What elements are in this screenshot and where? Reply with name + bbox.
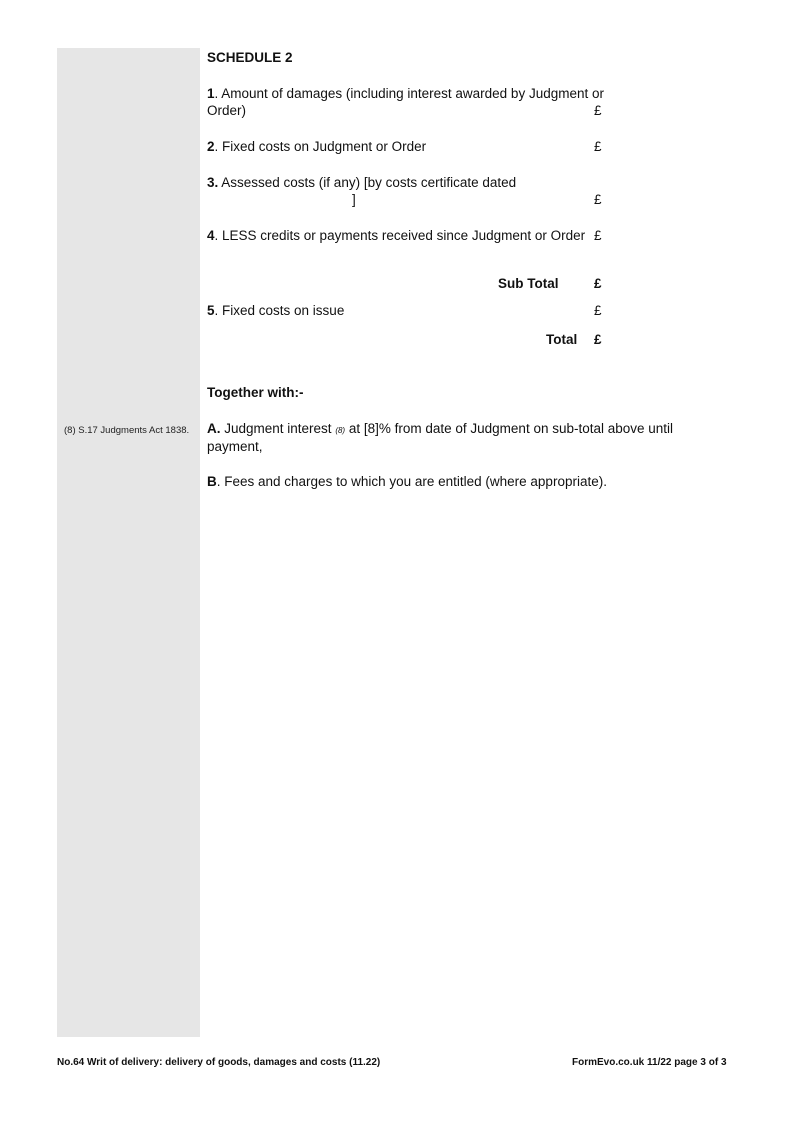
item-4-text: . LESS credits or payments received since Judgment or Order	[214, 228, 586, 243]
item-5	[207, 303, 344, 318]
item-2-number: 2	[207, 139, 215, 154]
clause-b-text: . Fees and charges to which you are entitled (where appropriate).	[216, 474, 607, 489]
clause-b-letter: B	[207, 474, 217, 489]
clause-a-text-post: at [8]% from date of Judgment on sub-total above until	[345, 421, 674, 436]
clause-b	[207, 474, 607, 489]
footer-right: FormEvo.co.uk 11/22 page 3 of 3	[572, 1057, 727, 1068]
item-3-number: 3.	[207, 175, 219, 190]
item-5-currency: £	[594, 303, 602, 318]
item-4-number: 4	[207, 228, 215, 243]
item-3-bracket: ]	[352, 192, 356, 207]
item-4	[207, 228, 585, 243]
subtotal-currency: £	[594, 276, 602, 291]
total-currency: £	[594, 332, 602, 347]
item-2-currency: £	[594, 139, 602, 154]
total-label: Total	[546, 332, 578, 347]
item-1-line2: Order)	[207, 103, 247, 118]
item-1-line1	[207, 86, 604, 101]
clause-a-ref: (8)	[335, 426, 346, 435]
item-1-number: 1	[207, 86, 215, 101]
item-2	[207, 139, 426, 154]
subtotal-label: Sub Total	[498, 276, 559, 291]
footer-left: No.64 Writ of delivery: delivery of goods, damages and costs (11.22)	[57, 1057, 381, 1068]
item-3-currency: £	[594, 192, 602, 207]
item-5-text: . Fixed costs on issue	[214, 303, 345, 318]
item-3-line1	[207, 175, 516, 190]
item-4-currency: £	[594, 228, 602, 243]
item-2-text: . Fixed costs on Judgment or Order	[214, 139, 427, 154]
clause-a-line2: payment,	[207, 439, 263, 454]
together-heading: Together with:-	[207, 385, 304, 400]
clause-a-letter: A.	[207, 421, 221, 436]
item-1-text: . Amount of damages (including interest awarded by Judgment or	[214, 86, 604, 101]
item-1-currency: £	[594, 103, 602, 118]
item-5-number: 5	[207, 303, 215, 318]
schedule-title: SCHEDULE 2	[207, 50, 293, 65]
clause-a-line1	[207, 421, 673, 436]
clause-a-text-pre: Judgment interest	[220, 421, 336, 436]
margin-column	[57, 48, 200, 1037]
margin-note: (8) S.17 Judgments Act 1838.	[64, 425, 190, 436]
item-3-text: Assessed costs (if any) [by costs certificate dated	[218, 175, 517, 190]
